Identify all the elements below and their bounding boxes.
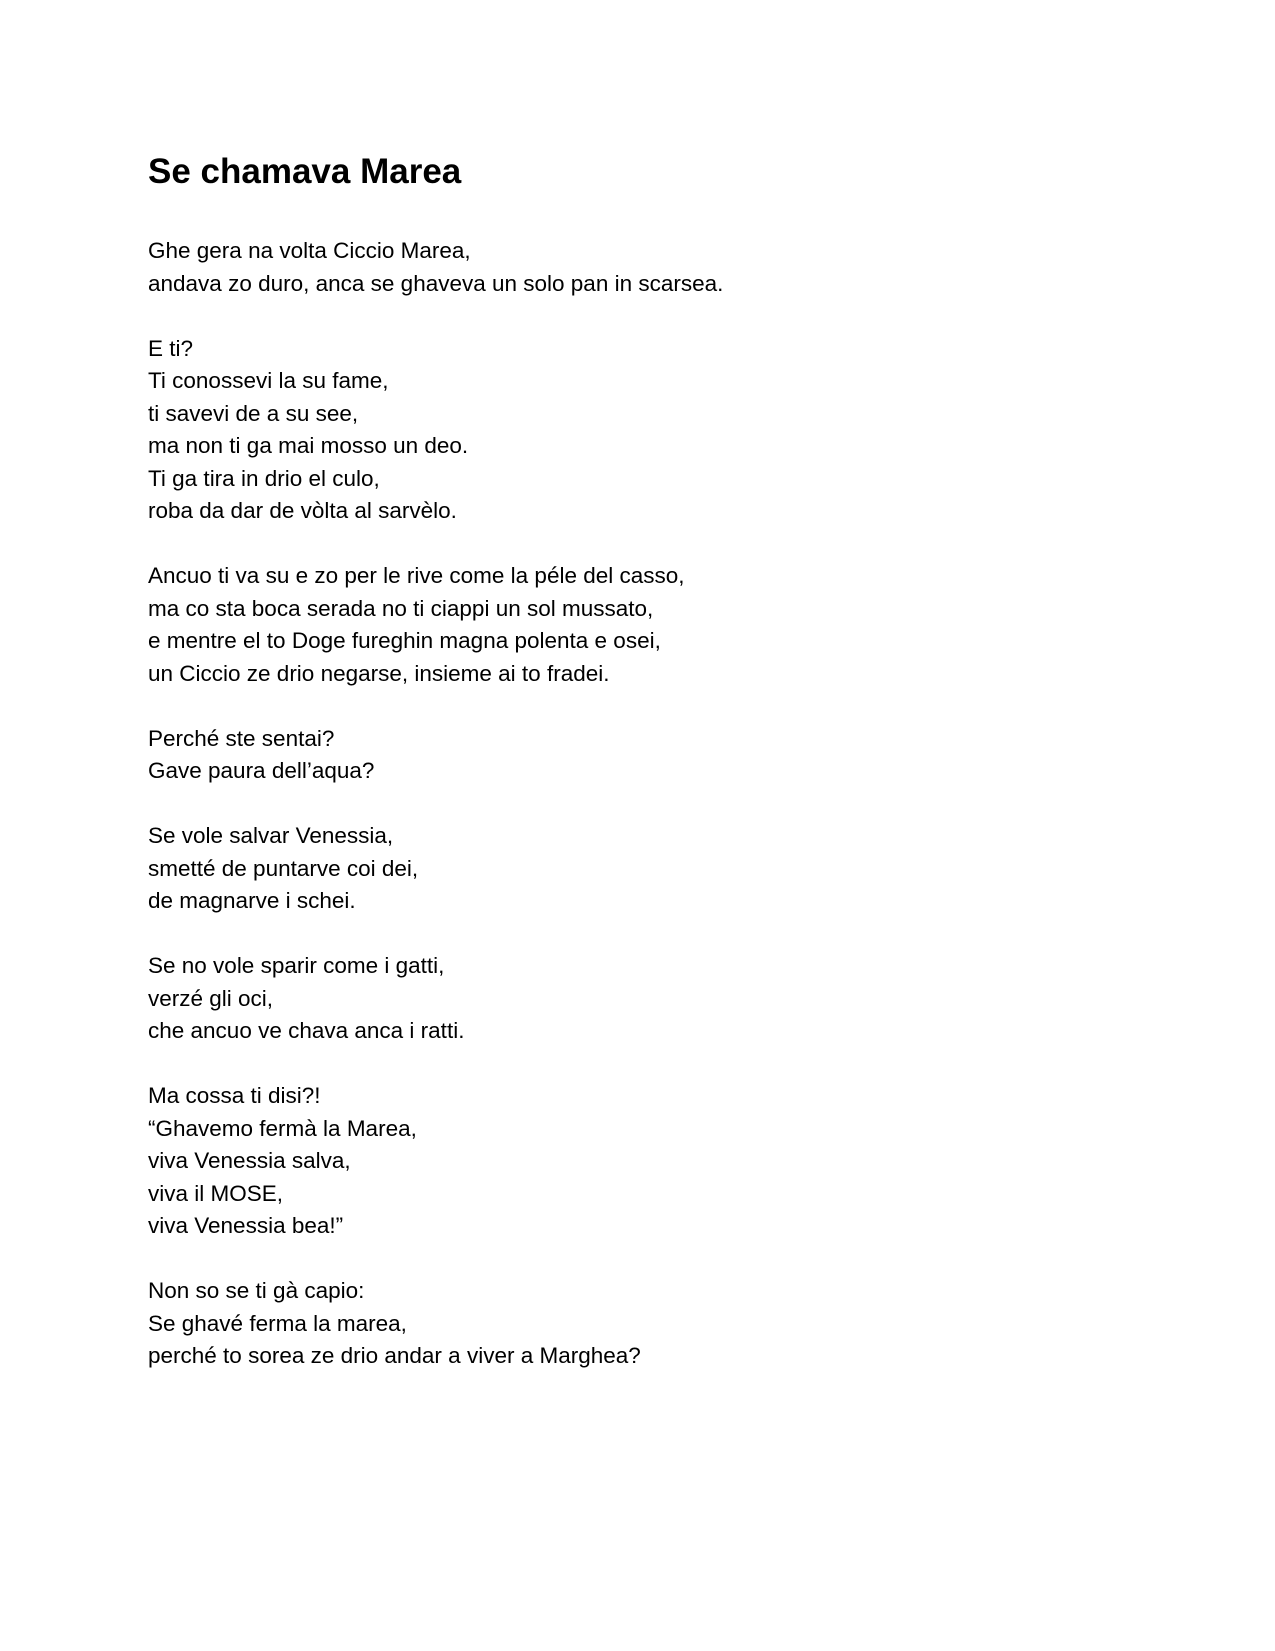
- poem-line: verzé gli oci,: [148, 985, 274, 1011]
- poem-line: Non so se ti gà capio:: [148, 1278, 365, 1303]
- poem-title: Se chamava Marea: [148, 152, 462, 191]
- poem-line: smetté de puntarve coi dei,: [148, 855, 419, 881]
- poem-line: E ti?: [148, 335, 194, 361]
- stanza-1: [148, 235, 1148, 300]
- poem-body: [148, 235, 1148, 1405]
- stanza-5: [148, 820, 1148, 918]
- poem-line: Ti ga tira in drio el culo,: [148, 465, 380, 491]
- poem-line: Se vole salvar Venessia,: [148, 823, 394, 848]
- poem-line: Gave paura dell’aqua?: [148, 758, 375, 783]
- poem-line: Ghe gera na volta Ciccio Marea,: [148, 238, 471, 263]
- stanza-6: [148, 950, 1148, 1048]
- poem-line: un Ciccio ze drio negarse, insieme ai to fradei.: [148, 660, 610, 686]
- stanza-7: [148, 1080, 1148, 1243]
- poem-line: andava zo duro, anca se ghaveva un solo pan in scarsea.: [148, 270, 724, 296]
- poem-line: ti savevi de a su see,: [148, 400, 359, 426]
- poem-line: Ti conossevi la su fame,: [148, 368, 389, 393]
- poem-line: Ancuo ti va su e zo per le rive come la péle del casso,: [148, 563, 685, 588]
- poem-line: che ancuo ve chava anca i ratti.: [148, 1018, 465, 1043]
- stanza-2: [148, 333, 1148, 528]
- poem-line: viva Venessia salva,: [148, 1148, 351, 1173]
- poem-line: ma non ti ga mai mosso un deo.: [148, 433, 469, 458]
- poem-line: “Ghavemo fermà la Marea,: [148, 1115, 417, 1141]
- poem-line: viva Venessia bea!”: [148, 1213, 344, 1238]
- poem-line: ma co sta boca serada no ti ciappi un sol mussato,: [148, 595, 654, 621]
- stanza-8: [148, 1275, 1148, 1373]
- poem-line: Ma cossa ti disi?!: [148, 1083, 321, 1108]
- poem-line: de magnarve i schei.: [148, 888, 356, 913]
- poem-line: viva il MOSE,: [148, 1180, 284, 1206]
- poem-line: Se no vole sparir come i gatti,: [148, 953, 445, 978]
- stanza-4: [148, 723, 1148, 788]
- poem-line: Perché ste sentai?: [148, 725, 335, 751]
- stanza-3: [148, 560, 1148, 690]
- poem-line: Se ghavé ferma la marea,: [148, 1310, 407, 1336]
- poem-line: roba da dar de vòlta al sarvèlo.: [148, 498, 457, 523]
- poem-line: perché to sorea ze drio andar a viver a Marghea?: [148, 1343, 641, 1368]
- poem-line: e mentre el to Doge fureghin magna polenta e osei,: [148, 628, 661, 653]
